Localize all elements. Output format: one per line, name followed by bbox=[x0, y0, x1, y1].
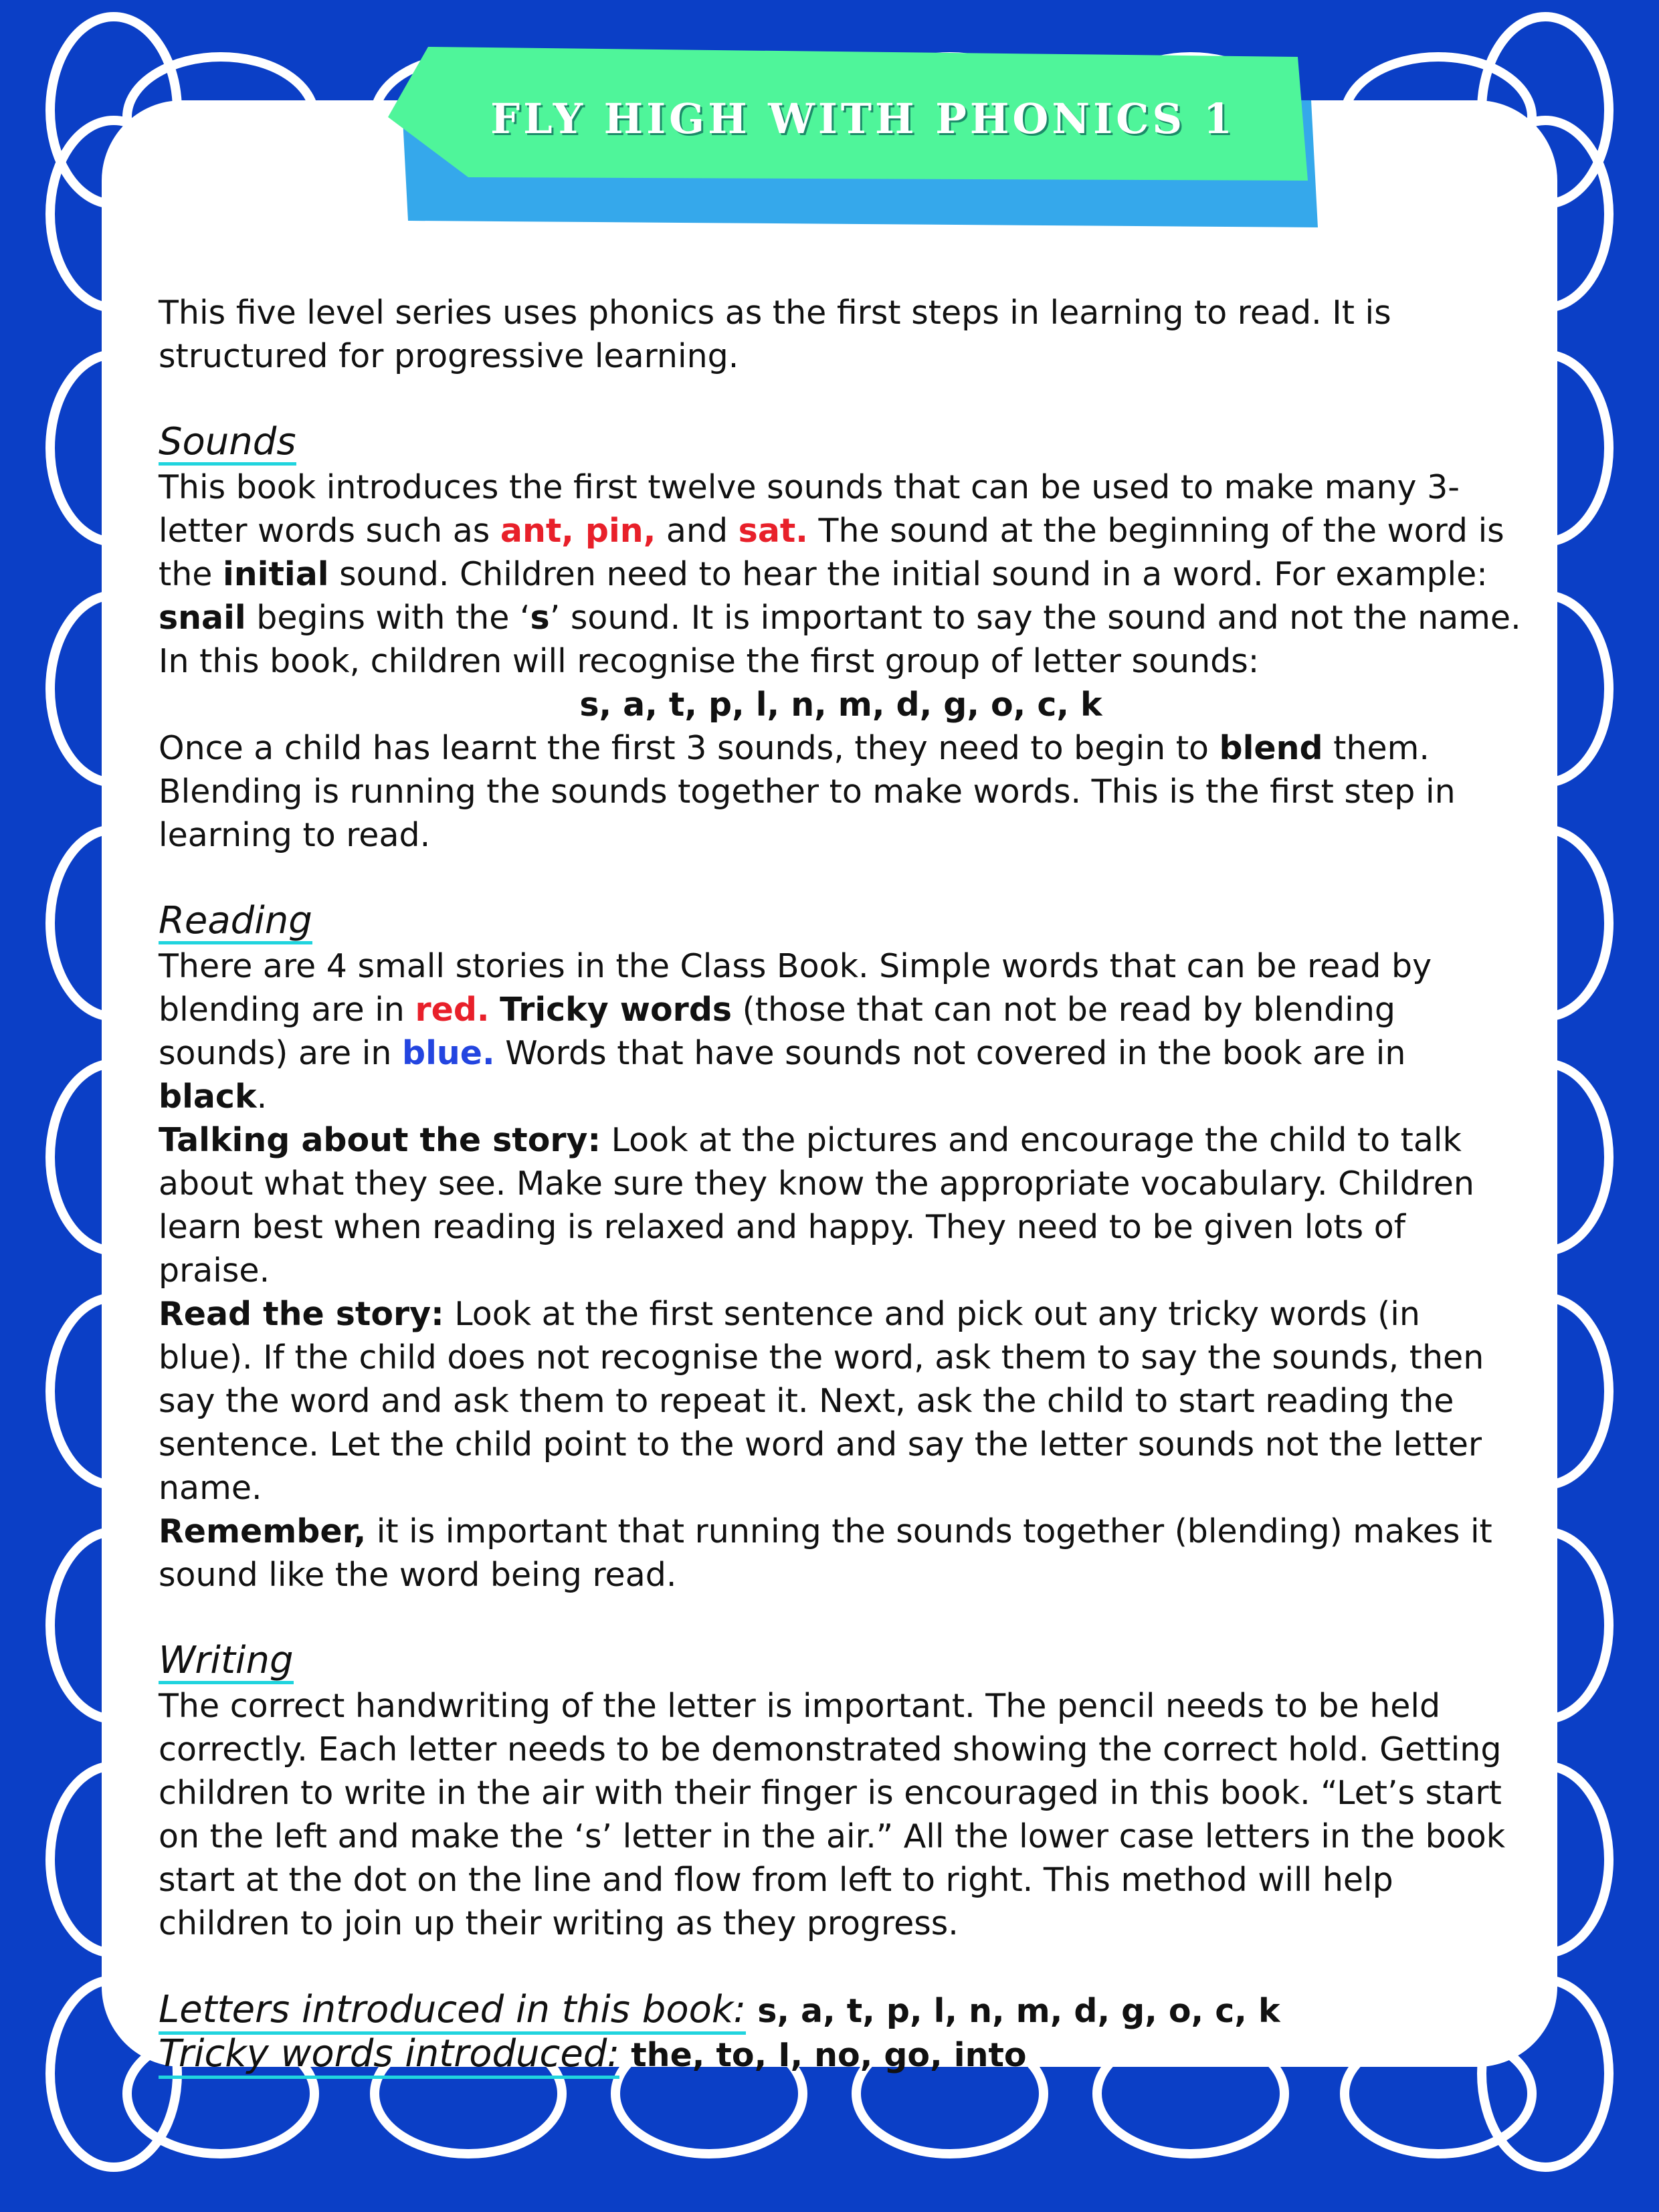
reading-heading: Reading bbox=[159, 901, 312, 944]
tricky-words-introduced: Tricky words introduced: the, to, I, no, go, into bbox=[159, 2033, 1523, 2077]
writing-heading: Writing bbox=[159, 1641, 294, 1684]
read-story-paragraph: Read the story: Look at the first sentence and pick out any tricky words (in blue). If the child does not recognise the word, ask them to say the sounds, then say the word and ask them to repeat it. Next, ask the child to start reading the sentence. Let the child point to the word and say the letter sounds not the letter name. bbox=[159, 1295, 1484, 1507]
letter-sounds-list: s, a, t, p, l, n, m, d, g, o, c, k bbox=[579, 686, 1102, 724]
sounds-section bbox=[159, 421, 1523, 857]
sounds-paragraph: This book introduces the first twelve sounds that can be used to make many 3-letter words such as ant, pin, and sat. The sound at the beginning of the word is the initial sound. Children need to hear the initial sound in a word. For example: snail begins with the ‘s’ sound. It is important to say the sound and not the name. In this book, children will recognise the first group of letter sounds: bbox=[159, 468, 1521, 680]
blend-paragraph: Once a child has learnt the first 3 sounds, they need to begin to blend them. Blending is running the sounds together to make words. This is the first step in learning to read. bbox=[159, 729, 1456, 854]
writing-paragraph: The correct handwriting of the letter is important. The pencil needs to be held correctly. Each letter needs to be demonstrated showing the correct hold. Getting children to write in the air with their finger is encouraged in this book. “Let’s start on the left and make the ‘s’ letter in the air.” All the lower case letters in the book start at the dot on the line and flow from left to right. This method will help children to join up their writing as they progress. bbox=[159, 1687, 1506, 1942]
body-text bbox=[159, 291, 1523, 2077]
intro-paragraph: This five level series uses phonics as the first steps in learning to read. It is structured for progressive learning. bbox=[159, 294, 1391, 375]
letters-introduced: Letters introduced in this book: s, a, t, p, l, n, m, d, g, o, c, k bbox=[159, 1989, 1523, 2033]
reading-paragraph: There are 4 small stories in the Class Book. Simple words that can be read by blending are in red. Tricky words (those that can not be read by blending sounds) are in blue. Words that have sounds not covered in the book are in black. bbox=[159, 947, 1432, 1116]
writing-section bbox=[159, 1640, 1523, 1945]
remember-paragraph: Remember, it is important that running the sounds together (blending) makes it sound like the word being read. bbox=[159, 1512, 1492, 1594]
summary bbox=[159, 1989, 1523, 2077]
reading-section bbox=[159, 900, 1523, 1597]
talking-paragraph: Talking about the story: Look at the pictures and encourage the child to talk about what they see. Make sure they know the appropriate vocabulary. Children learn best when reading is relaxed and happy. They need to be given lots of praise. bbox=[159, 1121, 1474, 1290]
sounds-heading: Sounds bbox=[159, 422, 296, 466]
page-title: FLY HIGH WITH PHONICS 1 bbox=[490, 94, 1236, 143]
